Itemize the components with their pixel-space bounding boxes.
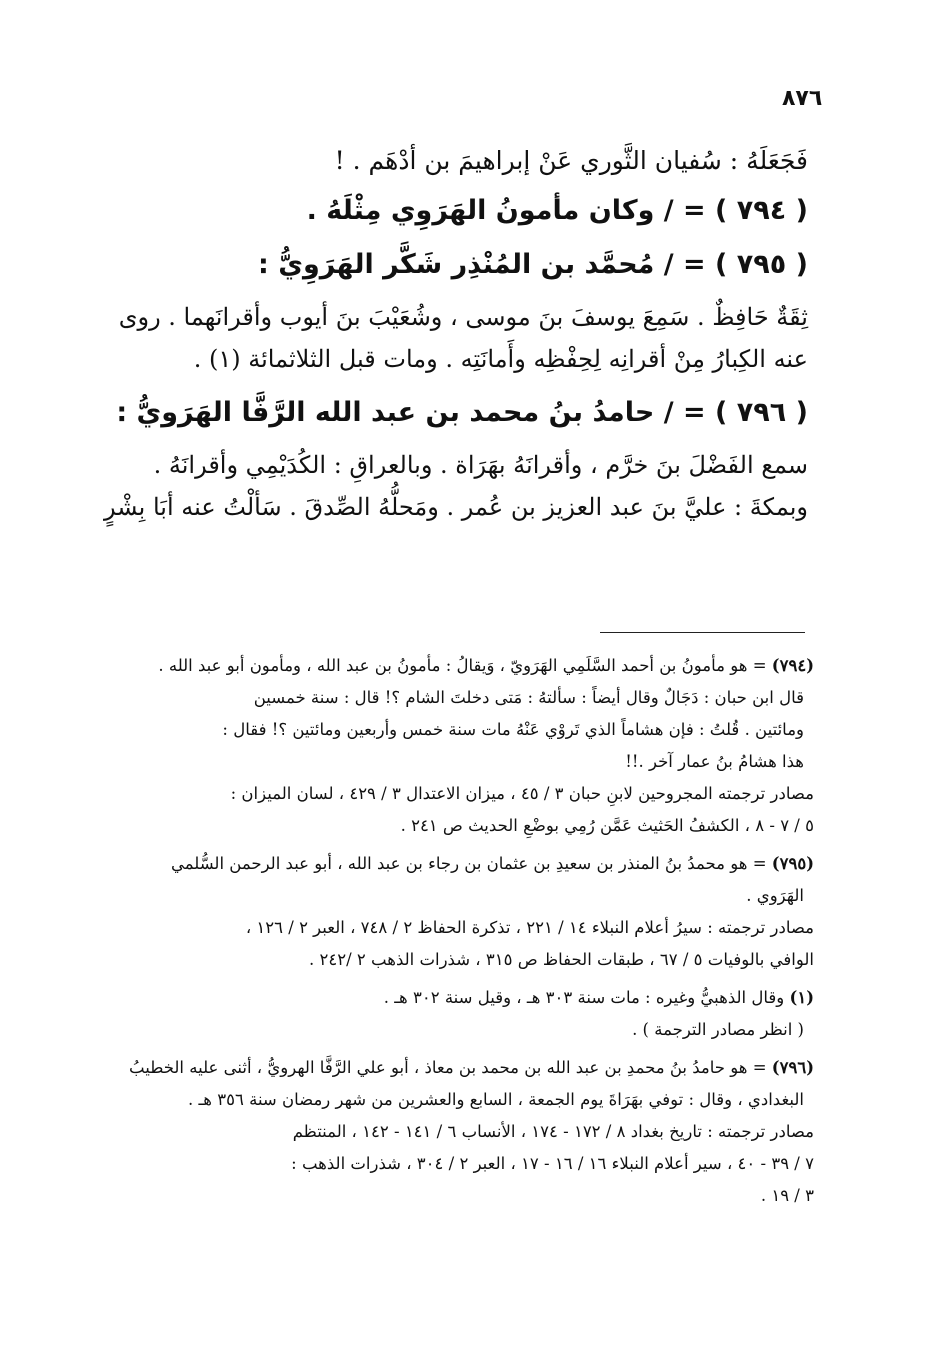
footnote-sources: مصادر ترجمته المجروحين لابنِ حبان ٣ / ٤٥ ، ميزان الاعتدال ٣ / ٤٢٩ ، لسان الميزان : — [230, 784, 814, 803]
footnote-794 — [108, 650, 814, 842]
footnote-sources: مصادر ترجمته : تاريخ بغداد ٨ / ١٧٢ - ١٧٤ ، الأنساب ٦ / ١٤١ - ١٤٢ ، المنتظم — [292, 1122, 814, 1141]
entry-heading-794: ( ٧٩٤ ) = / وكان مأمونُ الهَرَوِي مِثْلَهُ . — [306, 195, 808, 226]
footnote-line: ( انظر مصادر الترجمة ) . — [632, 1020, 804, 1039]
intro-line: فَجَعَلَهُ : سُفيان الثَّوري عَنْ إبراهيمَ بن أدْهَم . ! — [334, 146, 808, 175]
body-line: سمع الفَضْلَ بنَ خرَّم ، وأقرانَهُ بهَرَاة . وبالعراقِ : الكُدَيْمِي وأقرانَهُ . — [153, 451, 808, 479]
footnote-ref: (٧٩٦) — [771, 1058, 814, 1077]
entry-heading-795: ( ٧٩٥ ) = / مُحمَّد بن المُنْذِر شَكَّر الهَرَوِيُّ : — [258, 249, 808, 280]
footnote-line: البغدادي ، وقال : توفي بهَرَاةَ يوم الجمعة ، السابع والعشرين من شهر رمضان سنة ٣٥٦ هـ . — [187, 1090, 804, 1109]
footnote-line: (٧٩٤) = هو مأمونُ بن أحمد السَّلَمِي الهَرَويّ ، وَيقالُ : مأمونُ بن عبد الله ، ومأمون أبو عبد الله . — [158, 656, 814, 675]
body-line: وبمكةَ : عليَّ بنَ عبد العزيز بن عُمر . ومَحلُّهُ الصِّدقَ . سَألْتُ عنه أبَا بِشْرٍ — [103, 493, 808, 521]
footnote-ref: (٧٩٥) — [771, 854, 814, 873]
footnotes — [108, 650, 814, 1218]
footnote-separator — [600, 632, 805, 633]
main-text — [103, 140, 808, 528]
footnote-sources: الوافي بالوفيات ٥ / ٦٧ ، طبقات الحفاظ ص ٣١٥ ، شذرات الذهب ٢ /٢٤٢ . — [309, 950, 814, 969]
footnote-line: (١) وقال الذهبيُّ وغيره : مات سنة ٣٠٣ هـ ، وقيل سنة ٣٠٢ هـ . — [383, 988, 814, 1007]
footnote-line: ومائتين . قُلتُ : فإن هشاماً الذي تَروْي عَنْهُ مات سنة خمس وأربعين ومائتين ؟! فقال : — [222, 720, 804, 739]
page-number: ٨٧٦ — [782, 86, 823, 111]
footnote-sources: مصادر ترجمته : سيرُ أعلام النبلاء ١٤ / ٢٢١ ، تذكرة الحفاظ ٢ / ٧٤٨ ، العبر ٢ / ١٢٦ ، — [245, 918, 814, 937]
footnote-sources: ٧ / ٣٩ - ٤٠ ، سير أعلام النبلاء ١٦ / ١٦ - ١٧ ، العبر ٢ / ٣٠٤ ، شذرات الذهب : — [291, 1154, 814, 1173]
footnote-ref: (٧٩٤) — [771, 656, 814, 675]
footnote-line: الهَرَوي . — [746, 886, 804, 905]
footnote-1 — [108, 982, 814, 1046]
footnote-sources: ٣ / ١٩ . — [760, 1186, 814, 1205]
footnote-795 — [108, 848, 814, 976]
footnote-line: هذا هشامُ بنُ عمار آخر .!! — [625, 752, 804, 771]
body-line: ثِقَةٌ حَافِظٌ . سَمِعَ يوسفَ بنَ موسى ، وشُعَيْبَ بنَ أيوب وأقرانَهما . روى — [118, 303, 808, 331]
footnote-line: قال ابن حبان : دَجَالٌ وقال أيضاً : سألتهُ : مَتى دخلتَ الشام ؟! قال : سنة خمسين — [253, 688, 804, 707]
entry-body-795 — [108, 296, 808, 380]
footnote-line: (٧٩٥) = هو محمدُ بنُ المنذر بن سعيدِ بن عثمان بن رجاء بن عبد الله ، أبو عبد الرحمن السُّلمي — [170, 854, 814, 873]
footnote-ref: (١) — [789, 988, 814, 1007]
footnote-line: (٧٩٦) = هو حامدُ بنُ محمدِ بن عبد الله بن محمد بن معاذ ، أبو علي الرَّفَّا الهرويُّ ، أثنى عليه الخطيبُ — [129, 1058, 814, 1077]
footnote-sources: ٥ / ٧ - ٨ ، الكشفُ الحَثيث عَمَّن رُمِي بوضْعِ الحديث ص ٢٤١ . — [400, 816, 814, 835]
body-line: عنه الكِبارُ مِنْ أقرانِه لِحِفْظِه وأَمانَتِه . ومات قبل الثلاثمائة (١) . — [193, 345, 808, 373]
footnote-796 — [108, 1052, 814, 1212]
entry-body-796 — [103, 444, 808, 528]
entry-heading-796: ( ٧٩٦ ) = / حامدُ بنُ محمد بن عبد الله الرَّفَّا الهَرَويُّ : — [116, 397, 808, 428]
